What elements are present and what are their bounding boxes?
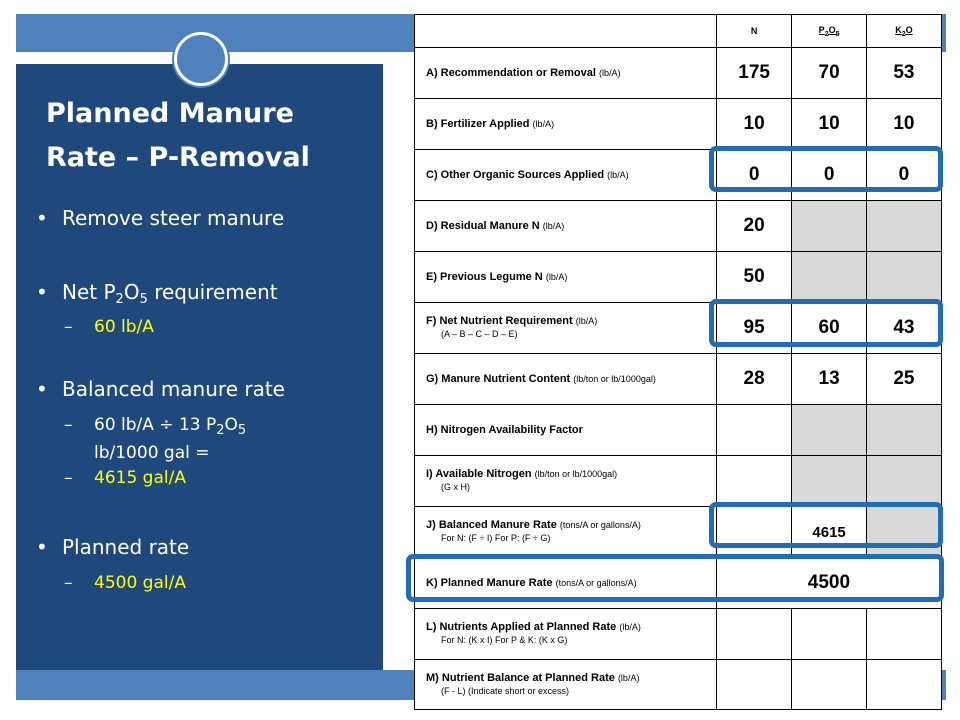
cell-p: 0 — [792, 150, 867, 201]
manure-rate-worksheet — [414, 14, 942, 710]
cell-grey — [866, 252, 941, 303]
cell-grey — [792, 456, 867, 507]
dash: – — [64, 415, 73, 435]
row-label: C) Other Organic Sources Applied (lb/A) — [415, 150, 717, 201]
cell-k: 43 — [866, 303, 941, 354]
bullet-text: Balanced manure rate — [62, 377, 285, 401]
subscript: 5 — [139, 292, 148, 307]
cell-p: 13 — [792, 354, 867, 405]
cell-empty — [716, 456, 791, 507]
subscript: 2 — [115, 292, 124, 307]
sub-text-line2: lb/1000 gal = — [94, 443, 210, 463]
bullet-text: requirement — [147, 280, 278, 304]
cell-grey — [792, 405, 867, 456]
header-blank — [415, 15, 717, 48]
cell-n: 50 — [716, 252, 791, 303]
sub-text: 4500 gal/A — [94, 573, 186, 593]
cell-n: 95 — [716, 303, 791, 354]
sub-bullet-formula — [64, 414, 247, 464]
row-label: D) Residual Manure N (lb/A) — [415, 201, 717, 252]
row-label: J) Balanced Manure Rate (tons/A or gallons/A) For N: (F ÷ I) For P: (F ÷ G) — [415, 507, 717, 558]
bullet-text: Planned rate — [62, 535, 190, 559]
dash: – — [64, 468, 73, 488]
sub-text: O — [224, 415, 238, 435]
sub-text: 60 lb/A — [94, 317, 154, 337]
cell-k: 53 — [866, 48, 941, 99]
cell-k: 0 — [866, 150, 941, 201]
row-label: M) Nutrient Balance at Planned Rate (lb/A) (F - L) (Indicate short or excess) — [415, 660, 717, 710]
sub-text: 60 lb/A ÷ 13 P — [94, 415, 217, 435]
bullet-planned-rate — [36, 535, 190, 559]
row-label: E) Previous Legume N (lb/A) — [415, 252, 717, 303]
table-row — [415, 660, 942, 710]
dash: – — [64, 317, 73, 337]
bullet-dot: • — [36, 377, 48, 401]
cell-empty — [716, 405, 791, 456]
decorative-circle — [174, 32, 228, 86]
row-label: H) Nitrogen Availability Factor — [415, 405, 717, 456]
table-row — [415, 456, 942, 507]
row-label: A) Recommendation or Removal (lb/A) — [415, 48, 717, 99]
sub-bullet-60lb — [64, 316, 154, 338]
bullet-text: Net P — [62, 280, 116, 304]
table-row — [415, 48, 942, 99]
cell-grey — [792, 252, 867, 303]
bullet-balanced-rate — [36, 377, 285, 401]
bullet-dot: • — [36, 206, 48, 230]
bullet-text: Remove steer manure — [62, 206, 285, 230]
row-label: L) Nutrients Applied at Planned Rate (lb/A) For N: (K x I) For P & K: (K x G) — [415, 609, 717, 660]
cell-grey — [866, 456, 941, 507]
cell-n: 28 — [716, 354, 791, 405]
bullet-remove-steer — [36, 206, 285, 230]
cell-p: 60 — [792, 303, 867, 354]
cell-grey — [866, 405, 941, 456]
header-n: N — [716, 15, 791, 48]
row-label: I) Available Nitrogen (lb/ton or lb/1000gal) (G x H) — [415, 456, 717, 507]
table-row — [415, 99, 942, 150]
highlight-row-c — [709, 146, 943, 192]
table-header-row — [415, 15, 942, 48]
cell-k: 25 — [866, 354, 941, 405]
highlight-row-f — [709, 299, 943, 347]
row-label: F) Net Nutrient Requirement (lb/A) (A – B – C – D – E) — [415, 303, 717, 354]
bullet-dot: • — [36, 280, 48, 304]
sub-bullet-4500 — [64, 572, 186, 594]
cell-grey — [792, 201, 867, 252]
cell-empty — [866, 660, 941, 710]
cell-k: 10 — [866, 99, 941, 150]
cell-empty — [716, 609, 791, 660]
cell-planned-rate: 4500 — [716, 558, 941, 609]
subscript: 5 — [237, 423, 247, 438]
cell-n: 175 — [716, 48, 791, 99]
slide-title — [46, 92, 366, 180]
cell-n: 20 — [716, 201, 791, 252]
cell-n: 10 — [716, 99, 791, 150]
highlight-row-j — [709, 502, 943, 548]
cell-p: 4615 — [792, 507, 867, 558]
bullet-net-p2o5 — [36, 280, 278, 307]
header-k2o: $K_2O$ — [866, 15, 941, 48]
row-label: K) Planned Manure Rate (tons/A or gallons/A) — [415, 558, 717, 609]
row-label: G) Manure Nutrient Content (lb/ton or lb/1000gal) — [415, 354, 717, 405]
table-row — [415, 354, 942, 405]
header-p2o5: $P_2O_5$ — [792, 15, 867, 48]
cell-p: 10 — [792, 99, 867, 150]
bullet-text: O — [123, 280, 140, 304]
cell-n: 0 — [716, 150, 791, 201]
table-row — [415, 201, 942, 252]
title-line-1: Planned Manure — [46, 98, 294, 129]
table-row — [415, 252, 942, 303]
table-row — [415, 405, 942, 456]
subscript: 2 — [216, 423, 225, 438]
row-label: B) Fertilizer Applied (lb/A) — [415, 99, 717, 150]
cell-p: 70 — [792, 48, 867, 99]
title-line-2: Rate – P-Removal — [46, 142, 310, 173]
bullet-dot: • — [36, 535, 48, 559]
dash: – — [64, 573, 73, 593]
cell-empty — [792, 660, 867, 710]
sub-text: 4615 gal/A — [94, 468, 186, 488]
cell-grey — [866, 201, 941, 252]
highlight-row-k — [406, 554, 944, 602]
cell-empty — [716, 660, 791, 710]
table-row — [415, 609, 942, 660]
cell-empty — [792, 609, 867, 660]
sub-bullet-4615 — [64, 467, 186, 489]
cell-empty — [866, 609, 941, 660]
